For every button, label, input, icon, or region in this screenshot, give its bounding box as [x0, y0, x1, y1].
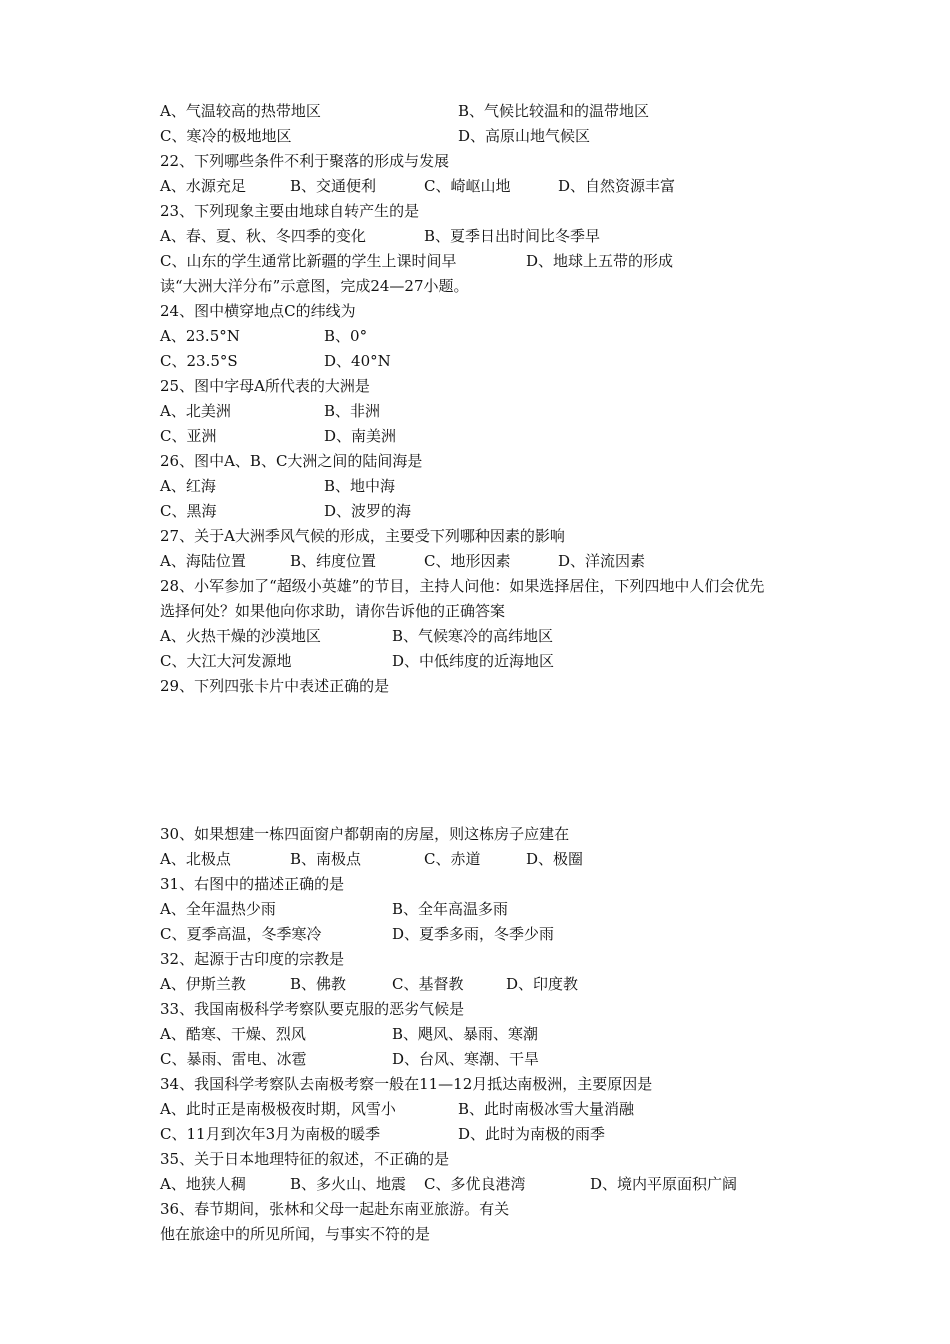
- option-text: D、台风、寒潮、干旱: [392, 1050, 540, 1068]
- option-text: B、佛教: [290, 975, 347, 993]
- option-text: C、夏季高温，冬季寒冷: [160, 925, 322, 943]
- option-text: 选择何处？如果他向你求助，请你告诉他的正确答案: [160, 602, 506, 620]
- option-text: A、气温较高的热带地区: [160, 102, 321, 120]
- option-text: B、全年高温多雨: [392, 900, 509, 918]
- question-text: 29、下列四张卡片中表述正确的是: [160, 677, 390, 695]
- option-text: B、多火山、地震: [290, 1175, 407, 1193]
- option-text: D、南美洲: [324, 427, 397, 445]
- option-text: D、波罗的海: [324, 502, 412, 520]
- question-text: 27、关于A大洲季风气候的形成，主要受下列哪种因素的影响: [160, 527, 565, 545]
- option-text: B、此时南极冰雪大量消融: [458, 1100, 635, 1118]
- option-text: B、非洲: [324, 402, 381, 420]
- option-text: D、极圈: [526, 850, 584, 868]
- option-text: A、火热干燥的沙漠地区: [160, 627, 321, 645]
- option-text: A、地狭人稠: [160, 1175, 246, 1193]
- option-text: B、南极点: [290, 850, 362, 868]
- option-text: A、全年温热少雨: [160, 900, 276, 918]
- option-text: C、黑海: [160, 502, 217, 520]
- question-text: 32、起源于古印度的宗教是: [160, 950, 345, 968]
- option-text: A、红海: [160, 477, 216, 495]
- option-text: D、中低纬度的近海地区: [392, 652, 555, 670]
- option-text: C、亚洲: [160, 427, 217, 445]
- question-text: 23、下列现象主要由地球自转产生的是: [160, 202, 420, 220]
- option-text: 读“大洲大洋分布”示意图，完成24—27小题。: [160, 277, 469, 295]
- question-text: 35、关于日本地理特征的叙述，不正确的是: [160, 1150, 450, 1168]
- option-text: C、23.5°S: [160, 352, 238, 370]
- option-text: D、夏季多雨，冬季少雨: [392, 925, 555, 943]
- question-text: 31、右图中的描述正确的是: [160, 875, 345, 893]
- option-text: A、北美洲: [160, 402, 231, 420]
- option-text: D、地球上五带的形成: [526, 252, 674, 270]
- option-text: A、海陆位置: [160, 552, 246, 570]
- option-text: C、暴雨、雷电、冰雹: [160, 1050, 307, 1068]
- question-text: 22、下列哪些条件不利于聚落的形成与发展: [160, 152, 450, 170]
- option-text: 他在旅途中的所见所闻，与事实不符的是: [160, 1225, 431, 1243]
- option-text: C、地形因素: [424, 552, 511, 570]
- option-text: D、境内平原面积广阔: [590, 1175, 738, 1193]
- option-text: D、高原山地气候区: [458, 127, 591, 145]
- option-text: C、山东的学生通常比新疆的学生上课时间早: [160, 252, 457, 270]
- option-text: C、11月到次年3月为南极的暖季: [160, 1125, 381, 1143]
- option-text: B、地中海: [324, 477, 396, 495]
- option-text: C、基督教: [392, 975, 464, 993]
- option-text: B、飓风、暴雨、寒潮: [392, 1025, 539, 1043]
- question-text: 34、我国科学考察队去南极考察一般在11—12月抵达南极洲，主要原因是: [160, 1075, 653, 1093]
- question-text: 36、春节期间，张林和父母一起赴东南亚旅游。有关: [160, 1200, 510, 1218]
- option-text: D、印度教: [506, 975, 579, 993]
- option-text: A、北极点: [160, 850, 231, 868]
- option-text: B、气候比较温和的温带地区: [458, 102, 650, 120]
- option-text: D、洋流因素: [558, 552, 646, 570]
- option-text: C、多优良港湾: [424, 1175, 526, 1193]
- option-text: D、40°N: [324, 352, 391, 370]
- option-text: C、崎岖山地: [424, 177, 511, 195]
- option-text: B、气候寒冷的高纬地区: [392, 627, 554, 645]
- option-text: B、夏季日出时间比冬季早: [424, 227, 601, 245]
- option-text: A、此时正是南极极夜时期，风雪小: [160, 1100, 396, 1118]
- option-text: A、水源充足: [160, 177, 246, 195]
- question-text: 26、图中A、B、C大洲之间的陆间海是: [160, 452, 423, 470]
- option-text: B、交通便利: [290, 177, 377, 195]
- option-text: A、23.5°N: [160, 327, 240, 345]
- option-text: A、酷寒、干燥、烈风: [160, 1025, 306, 1043]
- question-text: 30、如果想建一栋四面窗户都朝南的房屋，则这栋房子应建在: [160, 825, 570, 843]
- option-text: B、0°: [324, 327, 368, 345]
- option-text: A、春、夏、秋、冬四季的变化: [160, 227, 366, 245]
- question-text: 28、小军参加了“超级小英雄”的节目，主持人问他：如果选择居住，下列四地中人们会优先: [160, 577, 765, 595]
- option-text: C、大江大河发源地: [160, 652, 292, 670]
- option-text: C、赤道: [424, 850, 481, 868]
- option-text: B、纬度位置: [290, 552, 377, 570]
- question-text: 33、我国南极科学考察队要克服的恶劣气候是: [160, 1000, 465, 1018]
- question-text: 24、图中横穿地点C的纬线为: [160, 302, 356, 320]
- option-text: C、寒冷的极地地区: [160, 127, 292, 145]
- option-text: D、此时为南极的雨季: [458, 1125, 606, 1143]
- option-text: D、自然资源丰富: [558, 177, 676, 195]
- option-text: A、伊斯兰教: [160, 975, 246, 993]
- question-text: 25、图中字母A所代表的大洲是: [160, 377, 370, 395]
